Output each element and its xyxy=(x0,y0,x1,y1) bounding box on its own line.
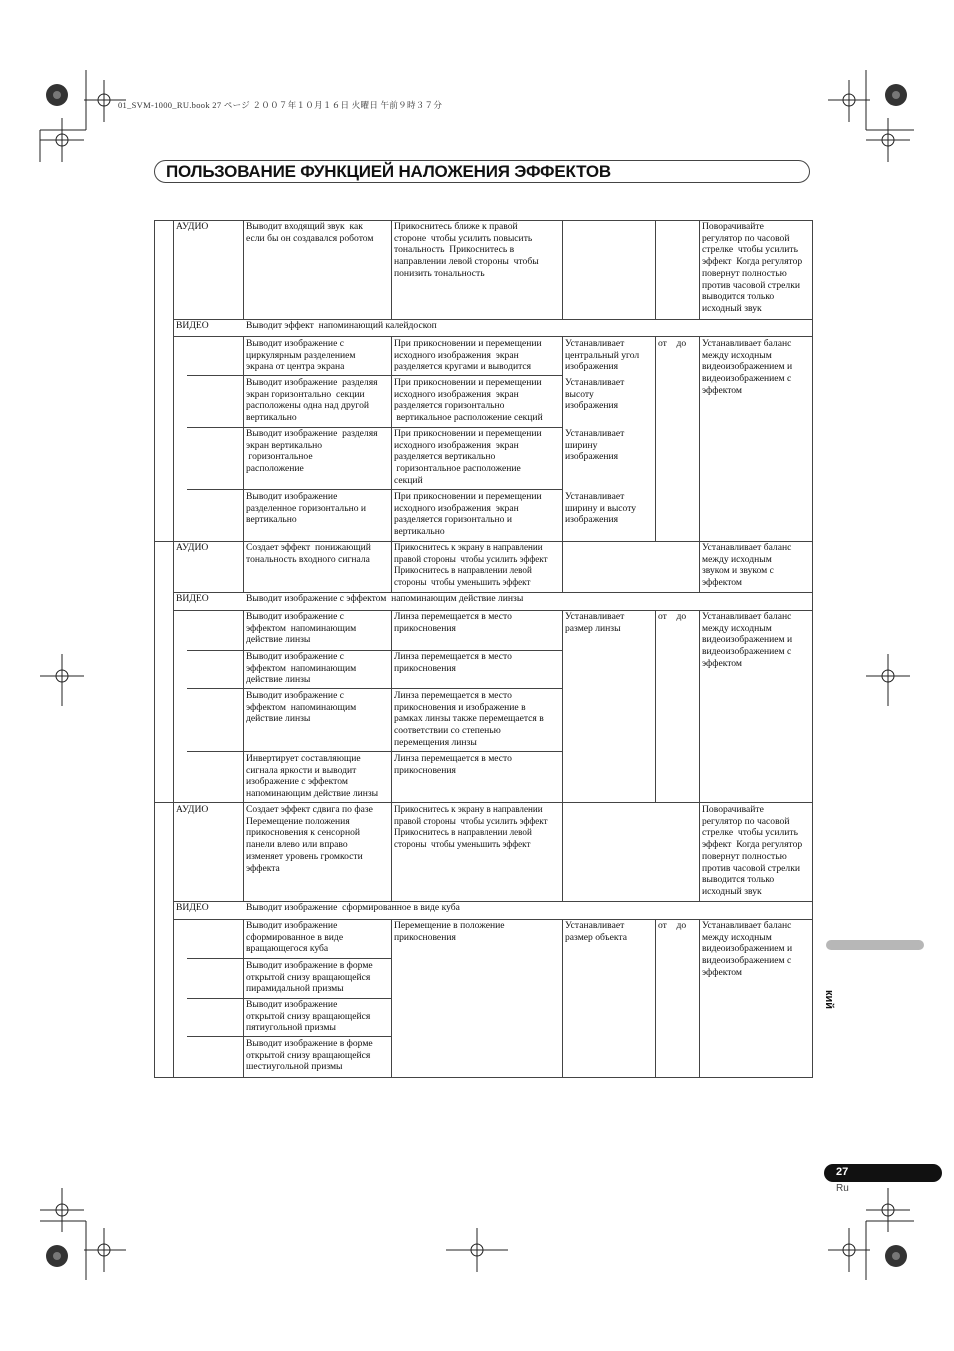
file-header-line: 01_SVM-1000_RU.book 27 ページ ２００７年１０月１６日 火曜日 午前９時３７分 xyxy=(118,100,443,110)
s1-audio-touch: Прикоснитесь ближе к правой стороне чтобы усилить повысить тональность Прикоснитесь в направлении левой стороны чтобы понизить тональность xyxy=(394,221,539,279)
s1-video-title: Выводит эффект напоминающий калейдоскоп xyxy=(246,320,437,331)
s2-knob: Устанавливает баланс между исходным видеоизображением и видеоизображением с эффектом xyxy=(702,611,793,669)
s3-param: Устанавливает размер объекта xyxy=(565,920,627,943)
s1-row4-desc: Выводит изображение разделенное горизонтально и вертикально xyxy=(246,491,367,526)
s3-audio-touch: Прикоснитесь к экрану в направлении правой стороны чтобы усилить эффект Прикоснитесь в направлении левой стороны чтобы уменьшить эффект xyxy=(394,804,548,850)
s2-row1-desc: Выводит изображение с эффектом напоминающим действие линзы xyxy=(246,611,357,646)
s3-row2-desc: Выводит изображение в форме открытой снизу вращающейся пирамидальной призмы xyxy=(246,960,373,995)
chapter-side-text: кий xyxy=(823,990,835,1010)
s3-knob: Устанавливает баланс между исходным видеоизображением и видеоизображением с эффектом xyxy=(702,920,793,978)
s2-param: Устанавливает размер линзы xyxy=(565,611,625,634)
s3-audio-knob: Поворачивайте регулятор по часовой стрелке чтобы усилить эффект Когда регулятор повернут полностью против часовой стрелки выводится только исходный звук xyxy=(702,804,803,897)
s2-audio-desc: Создает эффект понижающий тональность входного сигнала xyxy=(246,542,371,565)
s2-video-title: Выводит изображение с эффектом напоминающим действие линзы xyxy=(246,593,524,604)
s1-row1-desc: Выводит изображение с циркулярным разделением экрана от центра экрана xyxy=(246,338,356,373)
s1-row3-param: Устанавливает ширину изображения xyxy=(565,428,625,463)
s1-row1-param: Устанавливает центральный угол изображения xyxy=(565,338,640,373)
s1-row2-touch: При прикосновении и перемещении исходного изображения экран разделяется горизонтально вертикальное расположение секций xyxy=(394,377,543,424)
s1-audio-knob: Поворачивайте регулятор по часовой стрелке чтобы усилить эффект Когда регулятор повернут полностью против часовой стрелки выводится только исходный звук xyxy=(702,221,803,314)
s1-row3-desc: Выводит изображение разделяя экран вертикально горизонтальное расположение xyxy=(246,428,378,475)
s3-video-label: ВИДЕО xyxy=(176,902,209,913)
s3-row1-desc: Выводит изображение сформированное в виде вращающегося куба xyxy=(246,920,344,955)
s2-video-label: ВИДЕО xyxy=(176,593,209,604)
s1-row4-param: Устанавливает ширину и высоту изображения xyxy=(565,491,637,526)
s1-row1-touch: При прикосновении и перемещении исходного изображения экран разделяется кругами и выводится xyxy=(394,338,542,373)
s2-range: от до xyxy=(658,611,687,622)
s2-row3-desc: Выводит изображение с эффектом напоминающим действие линзы xyxy=(246,690,357,725)
s1-row4-touch: При прикосновении и перемещении исходного изображения экран разделяется горизонтально и вертикально xyxy=(394,491,542,538)
s1-audio-label: АУДИО xyxy=(176,221,209,232)
s2-audio-label: АУДИО xyxy=(176,542,209,553)
s3-audio-label: АУДИО xyxy=(176,804,209,815)
chapter-side-tab xyxy=(826,940,924,950)
s2-audio-touch: Прикоснитесь к экрану в направлении правой стороны чтобы усилить эффект Прикоснитесь в направлении левой стороны чтобы уменьшить эффект xyxy=(394,542,548,588)
s3-audio-desc: Создает эффект сдвига по фазе Перемещение положения прикосновения к сенсорной панели влево или вправо изменяет уровень громкости эффекта xyxy=(246,804,373,874)
page-number: 27 xyxy=(836,1166,849,1178)
s2-row2-desc: Выводит изображение с эффектом напоминающим действие линзы xyxy=(246,651,357,686)
s1-row2-param: Устанавливает высоту изображения xyxy=(565,377,625,412)
s3-video-title: Выводит изображение сформированное в виде куба xyxy=(246,902,460,913)
s2-row2-touch: Линза перемещается в место прикосновения xyxy=(394,651,512,674)
s2-row3-touch: Линза перемещается в место прикосновения и изображение в рамках линзы также перемещается в соответствии со степенью перемещения линзы xyxy=(394,690,544,748)
s3-touch: Перемещение в положение прикосновения xyxy=(394,920,505,943)
s1-audio-desc: Выводит входящий звук как если бы он создавался роботом xyxy=(246,221,374,244)
s2-row4-desc: Инвертирует составляющие сигнала яркости и выводит изображение с эффектом напоминающим действие линзы xyxy=(246,753,379,800)
s1-row3-touch: При прикосновении и перемещении исходного изображения экран разделяется вертикально горизонтальное расположение секций xyxy=(394,428,542,486)
s1-video-label: ВИДЕО xyxy=(176,320,209,331)
page-language: Ru xyxy=(836,1183,849,1194)
s3-range: от до xyxy=(658,920,687,931)
s2-row4-touch: Линза перемещается в место прикосновения xyxy=(394,753,512,776)
page-title: ПОЛЬЗОВАНИЕ ФУНКЦИЕЙ НАЛОЖЕНИЯ ЭФФЕКТОВ xyxy=(166,162,611,181)
s1-row2-desc: Выводит изображение разделяя экран горизонтально секции расположены одна над другой вертикально xyxy=(246,377,378,424)
s2-audio-knob: Устанавливает баланс между исходным звуком и звуком с эффектом xyxy=(702,542,792,589)
s2-row1-touch: Линза перемещается в место прикосновения xyxy=(394,611,512,634)
s3-row3-desc: Выводит изображение открытой снизу вращающейся пятиугольной призмы xyxy=(246,999,371,1034)
s3-row4-desc: Выводит изображение в форме открытой снизу вращающейся шестиугольной призмы xyxy=(246,1038,373,1073)
s1-knob: Устанавливает баланс между исходным видеоизображением и видеоизображением с эффектом xyxy=(702,338,793,396)
s1-range: от до xyxy=(658,338,687,349)
